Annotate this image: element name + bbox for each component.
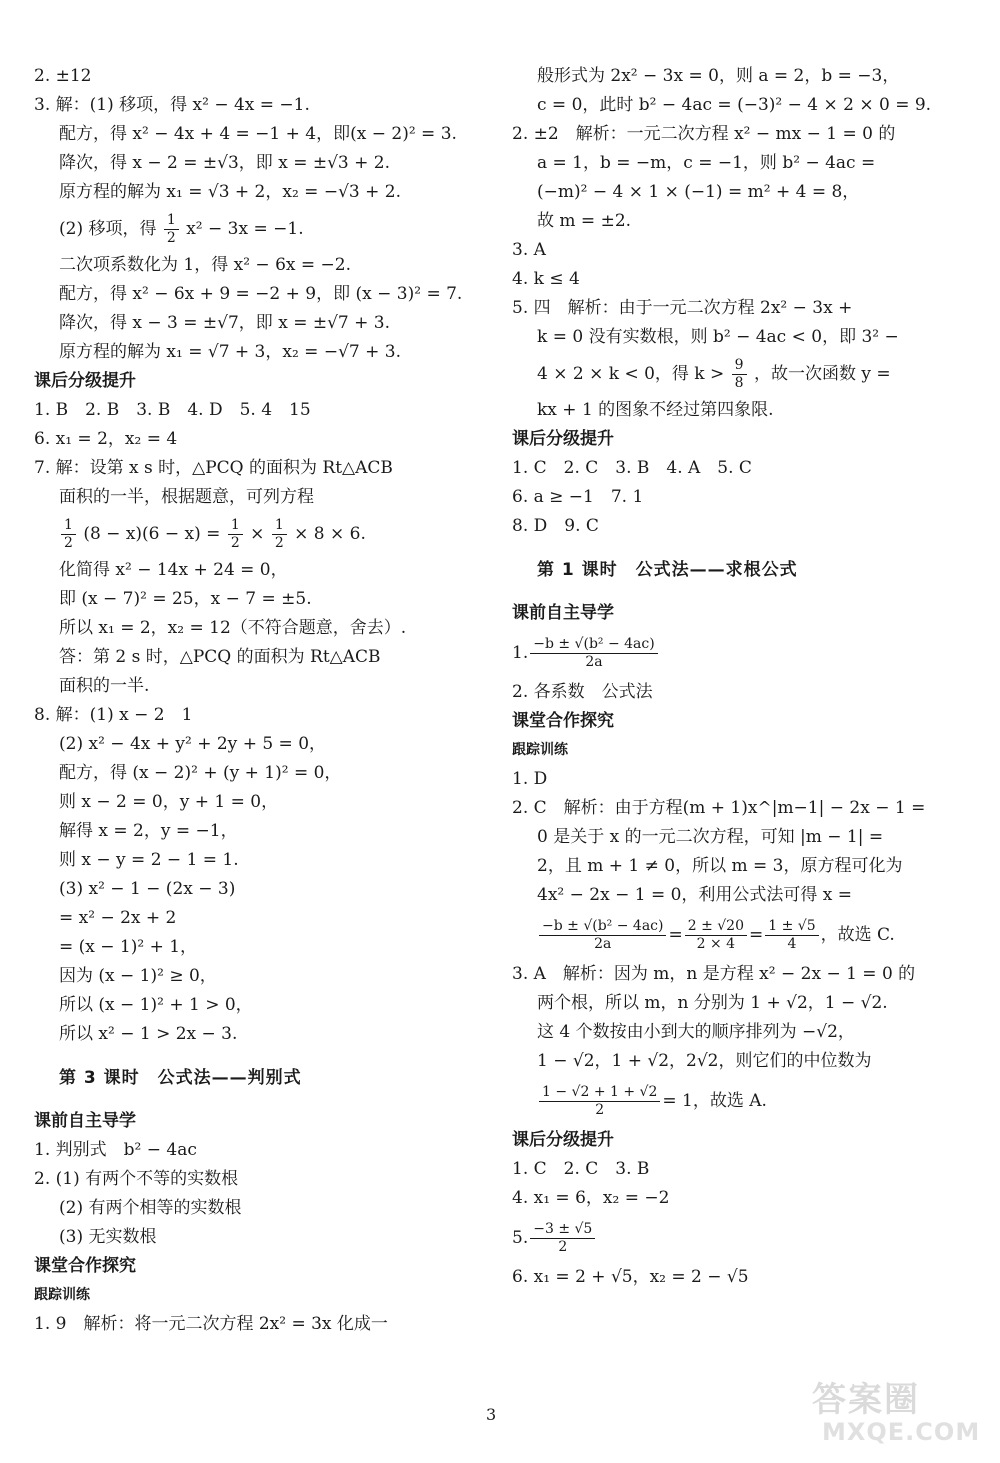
answer-line: c = 0，此时 b² − 4ac = (−3)² − 4 × 2 × 0 = 9. xyxy=(537,95,932,115)
answer-line: 4. k ≤ 4 xyxy=(512,269,580,289)
denominator: 2 xyxy=(166,230,176,246)
lesson-title: 第 3 课时 公式法——判别式 xyxy=(59,1068,302,1088)
answer-line: 1. C 2. C 3. B 4. A 5. C xyxy=(512,458,752,478)
fraction xyxy=(530,636,657,671)
answer-line: 般形式为 2x² − 3x = 0，则 a = 2，b = −3， xyxy=(537,66,900,86)
numerator: −b ± √(b² − 4ac) xyxy=(539,918,666,936)
fraction xyxy=(228,517,243,552)
denominator: 2 × 4 xyxy=(696,935,736,952)
section-heading: 课前自主导学 xyxy=(34,1111,136,1131)
answer-line: 则 x − 2 = 0，y + 1 = 0， xyxy=(59,792,279,812)
equation-line xyxy=(512,910,912,960)
numerator: 1 xyxy=(228,517,243,535)
answer-line: 解得 x = 2，y = −1， xyxy=(59,821,238,841)
equals-sign: = xyxy=(749,924,764,945)
answer-line: 2. 各系数 公式法 xyxy=(512,682,653,702)
numerator: 1 xyxy=(272,517,287,535)
answer-line: 这 4 个数按由小到大的顺序排列为 −√2， xyxy=(537,1022,855,1042)
text: 1. xyxy=(512,642,529,663)
answer-line: 原方程的解为 x₁ = √7 + 3，x₂ = −√7 + 3. xyxy=(59,342,401,362)
answer-line: (3) 无实数根 xyxy=(59,1227,157,1247)
answer-line: 降次，得 x − 2 = ±√3，即 x = ±√3 + 2. xyxy=(59,153,391,173)
denominator: 2 xyxy=(64,535,73,551)
text: x² − 3x = −1. xyxy=(186,219,304,239)
numerator: 2 ± √20 xyxy=(685,918,747,936)
answer-line: 原方程的解为 x₁ = √3 + 2，x₂ = −√3 + 2. xyxy=(59,182,401,202)
fraction xyxy=(685,918,747,953)
answer-line: 二次项系数化为 1，得 x² − 6x = −2. xyxy=(59,255,351,275)
answer-line-with-fraction xyxy=(512,628,912,678)
numerator: 9 xyxy=(732,357,747,375)
answer-line: 6. x₁ = 2 + √5，x₂ = 2 − √5 xyxy=(512,1267,749,1287)
answer-line: 配方，得 (x − 2)² + (y + 1)² = 0， xyxy=(59,763,342,783)
answer-line: 2. C 解析：由于方程(m + 1)x^|m−1| − 2x − 1 = xyxy=(512,798,926,818)
denominator: 2 xyxy=(230,535,240,551)
denominator: 8 xyxy=(734,375,744,391)
text: (2) 移项，得 xyxy=(59,219,157,239)
answer-line: 面积的一半. xyxy=(59,676,150,696)
answer-line: 1 − √2，1 + √2，2√2，则它们的中位数为 xyxy=(537,1051,872,1071)
fraction xyxy=(164,212,179,247)
fraction xyxy=(765,918,818,953)
section-heading: 课后分级提升 xyxy=(34,371,136,391)
page-number: 3 xyxy=(486,1405,497,1424)
numerator: 1 − √2 + 1 + √2 xyxy=(539,1084,660,1102)
answer-line-with-fraction xyxy=(512,1076,912,1126)
denominator: 2a xyxy=(594,935,612,952)
text: 5. xyxy=(512,1227,529,1248)
answer-line: 故 m = ±2. xyxy=(537,211,632,231)
answer-line-with-fraction xyxy=(512,1213,912,1263)
text: ，故一次函数 y = xyxy=(754,364,891,384)
answer-line: 2. ±12 xyxy=(34,66,92,86)
text: × xyxy=(250,524,265,544)
answer-line: (3) x² − 1 − (2x − 3) xyxy=(59,879,236,899)
answer-line: 3. A xyxy=(512,240,546,260)
answer-line: 1. 9 解析：将一元二次方程 2x² = 3x 化成一 xyxy=(34,1314,388,1334)
section-heading: 课堂合作探究 xyxy=(512,711,614,731)
section-heading: 课后分级提升 xyxy=(512,1130,614,1150)
numerator: −3 ± √5 xyxy=(530,1221,595,1239)
answer-line: a = 1，b = −m，c = −1，则 b² − 4ac = xyxy=(537,153,876,173)
answer-line: 则 x − y = 2 − 1 = 1. xyxy=(59,850,239,870)
answer-line: 6. x₁ = 2，x₂ = 4 xyxy=(34,429,178,449)
answer-line: 1. C 2. C 3. B xyxy=(512,1159,650,1179)
answer-line-with-fraction xyxy=(34,207,452,251)
numerator: 1 xyxy=(61,517,76,535)
answer-line: 0 是关于 x 的一元二次方程，可知 |m − 1| = xyxy=(537,827,884,847)
text: ，故选 C. xyxy=(820,924,895,945)
answer-line: k = 0 没有实数根，则 b² − 4ac < 0，即 3² − xyxy=(537,327,899,347)
section-heading: 课堂合作探究 xyxy=(34,1256,136,1276)
answer-line: 所以 x² − 1 > 2x − 3. xyxy=(59,1024,238,1044)
fraction xyxy=(539,918,666,953)
answer-line: 化简得 x² − 14x + 24 = 0， xyxy=(59,560,288,580)
answer-line: 所以 (x − 1)² + 1 > 0， xyxy=(59,995,253,1015)
answer-line: 配方，得 x² − 6x + 9 = −2 + 9，即 (x − 3)² = 7. xyxy=(59,284,463,304)
text: 4 × 2 × k < 0，得 k > xyxy=(537,364,725,384)
answer-line: 答：第 2 s 时，△PCQ 的面积为 Rt△ACB xyxy=(59,647,381,667)
answer-line: 7. 解：设第 x s 时，△PCQ 的面积为 Rt△ACB xyxy=(34,458,393,478)
text: (8 − x)(6 − x) = xyxy=(83,524,221,544)
watermark-logo xyxy=(812,1372,987,1452)
equation-line xyxy=(34,512,452,556)
denominator: 2 xyxy=(558,1238,568,1255)
fraction xyxy=(530,1221,595,1256)
answer-line: 3. A 解析：因为 m，n 是方程 x² − 2x − 1 = 0 的 xyxy=(512,964,916,984)
answer-line-with-fraction xyxy=(512,352,912,396)
denominator: 4 xyxy=(787,935,797,952)
left-column xyxy=(34,62,463,1339)
answer-line: 4. x₁ = 6，x₂ = −2 xyxy=(512,1188,670,1208)
equals-sign: = xyxy=(668,924,683,945)
lesson-title: 第 1 课时 公式法——求根公式 xyxy=(537,560,798,580)
section-heading: 课后分级提升 xyxy=(512,429,614,449)
answer-line: (−m)² − 4 × 1 × (−1) = m² + 4 = 8， xyxy=(537,182,860,202)
answer-line: 所以 x₁ = 2，x₂ = 12（不符合题意，舍去）. xyxy=(59,618,407,638)
answer-line: 降次，得 x − 3 = ±√7，即 x = ±√7 + 3. xyxy=(59,313,391,333)
fraction xyxy=(61,517,76,552)
answer-line: (2) x² − 4x + y² + 2y + 5 = 0， xyxy=(59,734,327,754)
watermark-text: 答案圈 xyxy=(812,1380,920,1420)
denominator: 2 xyxy=(595,1101,605,1118)
answer-line: 8. 解：(1) x − 2 1 xyxy=(34,705,193,725)
answer-line: 2. (1) 有两个不等的实数根 xyxy=(34,1169,239,1189)
answer-line: 4x² − 2x − 1 = 0，利用公式法可得 x = xyxy=(537,885,853,905)
answer-line: 2. ±2 解析：一元二次方程 x² − mx − 1 = 0 的 xyxy=(512,124,896,144)
answer-line: 6. a ≥ −1 7. 1 xyxy=(512,487,644,507)
answer-line: = x² − 2x + 2 xyxy=(59,908,177,928)
answer-line: 面积的一半，根据题意，可列方程 xyxy=(59,487,314,507)
denominator: 2a xyxy=(585,653,603,670)
fraction xyxy=(732,357,747,392)
answer-line: kx + 1 的图象不经过第四象限. xyxy=(537,400,774,420)
answer-line: 8. D 9. C xyxy=(512,516,599,536)
answer-line: 两个根，所以 m，n 分别为 1 + √2，1 − √2. xyxy=(537,993,888,1013)
numerator: −b ± √(b² − 4ac) xyxy=(530,636,657,654)
text: × 8 × 6. xyxy=(294,524,366,544)
text: = 1，故选 A. xyxy=(662,1090,767,1111)
numerator: 1 xyxy=(164,212,179,230)
answer-line: 1. 判别式 b² − 4ac xyxy=(34,1140,197,1160)
right-column xyxy=(512,62,932,1292)
numerator: 1 ± √5 xyxy=(765,918,818,936)
subsection-heading: 跟踪训练 xyxy=(512,742,568,758)
section-heading: 课前自主导学 xyxy=(512,603,614,623)
subsection-heading: 跟踪训练 xyxy=(34,1287,90,1303)
denominator: 2 xyxy=(274,535,284,551)
answer-line: 5. 四 解析：由于一元二次方程 2x² − 3x + xyxy=(512,298,853,318)
fraction xyxy=(539,1084,660,1119)
answer-line: 3. 解：(1) 移项，得 x² − 4x = −1. xyxy=(34,95,310,115)
answer-line: 1. B 2. B 3. B 4. D 5. 4 15 xyxy=(34,400,311,420)
answer-line: 因为 (x − 1)² ≥ 0， xyxy=(59,966,217,986)
answer-line: 即 (x − 7)² = 25，x − 7 = ±5. xyxy=(59,589,312,609)
watermark-url: MXQE.COM xyxy=(822,1418,981,1446)
answer-line: 2，且 m + 1 ≠ 0，所以 m = 3，原方程可化为 xyxy=(537,856,903,876)
answer-line: (2) 有两个相等的实数根 xyxy=(59,1198,242,1218)
answer-line: 配方，得 x² − 4x + 4 = −1 + 4，即(x − 2)² = 3. xyxy=(59,124,457,144)
fraction xyxy=(272,517,287,552)
answer-line: = (x − 1)² + 1， xyxy=(59,937,198,957)
answer-line: 1. D xyxy=(512,769,548,789)
